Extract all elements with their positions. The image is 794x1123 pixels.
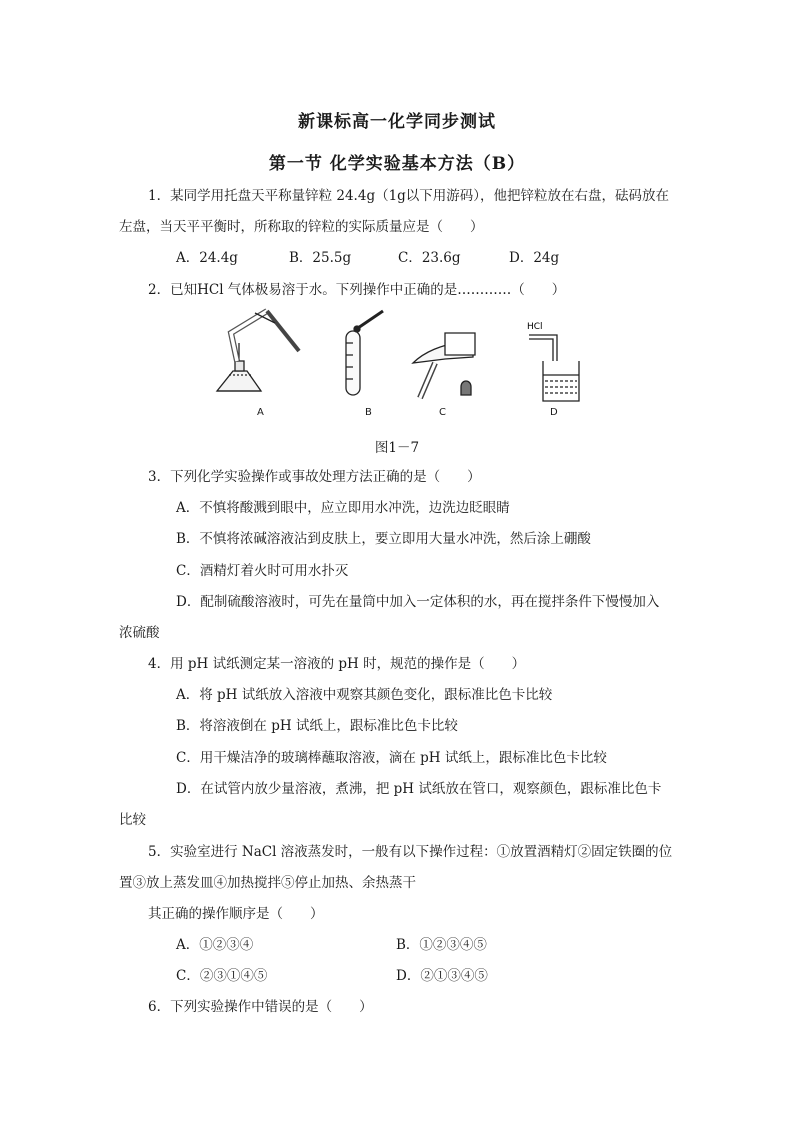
q4-option-d-line-2: 比较	[119, 812, 146, 828]
apparatus-d-icon	[529, 335, 579, 401]
figure-label-a: A	[257, 407, 264, 418]
q3-stem: 3．下列化学实验操作或事故处理方法正确的是（ ）	[148, 469, 481, 485]
section-title: 第一节 化学实验基本方法（B）	[268, 154, 526, 174]
q6-stem: 6．下列实验操作中错误的是（ ）	[148, 999, 373, 1015]
q4-option-b: B．将溶液倒在 pH 试纸上，跟标准比色卡比较	[176, 718, 458, 734]
q4-option-a: A．将 pH 试纸放入溶液中观察其颜色变化，跟标准比色卡比较	[176, 687, 553, 703]
q5-option-a: A．①②③④	[176, 937, 254, 953]
q5-option-d: D．②①③④⑤	[396, 968, 488, 984]
q3-option-d-line-2: 浓硫酸	[119, 625, 160, 641]
apparatus-b-icon	[346, 311, 383, 395]
apparatus-drawing	[195, 303, 595, 428]
q5-option-b: B．①②③④⑤	[396, 937, 487, 953]
q3-option-a: A．不慎将酸溅到眼中，应立即用水冲洗，边洗边眨眼睛	[176, 500, 510, 516]
q5-stem-line-1: 5．实验室进行 NaCl 溶液蒸发时，一般有以下操作过程：①放置酒精灯②固定铁圈的位	[148, 844, 673, 860]
figure-label-b: B	[365, 407, 372, 418]
q1-option-c: C．23.6g	[398, 250, 461, 266]
figure-label-d: D	[550, 407, 558, 418]
q5-stem-line-3: 其正确的操作顺序是（ ）	[148, 906, 324, 922]
q5-option-c: C．②③①④⑤	[176, 968, 268, 984]
apparatus-a-icon	[217, 311, 299, 391]
q1-option-b: B．25.5g	[289, 250, 352, 266]
q2-stem: 2．已知HCl 气体极易溶于水。下列操作中正确的是…………（ ）	[148, 282, 566, 298]
q5-stem-line-2: 置③放上蒸发皿④加热搅拌⑤停止加热、余热蒸干	[119, 875, 416, 891]
q4-option-c: C．用干燥洁净的玻璃棒蘸取溶液，滴在 pH 试纸上，跟标准比色卡比较	[176, 750, 607, 766]
q3-option-b: B．不慎将浓碱溶液沾到皮肤上，要立即用大量水冲洗，然后涂上硼酸	[176, 531, 591, 547]
q3-option-d-line-1: D．配制硫酸溶液时，可先在量筒中加入一定体积的水，再在搅拌条件下慢慢加入	[176, 594, 660, 610]
q3-option-c: C．酒精灯着火时可用水扑灭	[176, 563, 349, 579]
q1-stem-line-2: 左盘，当天平平衡时，所称取的锌粒的实际质量应是（ ）	[119, 219, 484, 235]
figure-label-c: C	[439, 407, 446, 418]
q1-stem-line-1: 1．某同学用托盘天平称量锌粒 24.4g（1g以下用游码），他把锌粒放在右盘，砝码放在	[148, 188, 670, 204]
figure-caption: 图1－7	[374, 440, 420, 456]
q4-option-d-line-1: D．在试管内放少量溶液，煮沸，把 pH 试纸放在管口，观察颜色，跟标准比色卡	[176, 781, 662, 797]
q1-option-d: D．24g	[509, 250, 560, 266]
q4-stem: 4．用 pH 试纸测定某一溶液的 pH 时，规范的操作是（ ）	[148, 656, 526, 672]
apparatus-c-icon	[413, 333, 475, 398]
q1-option-a: A．24.4g	[176, 250, 238, 266]
hcl-gas-label: HCl	[527, 322, 543, 332]
apparatus-figure	[195, 303, 595, 428]
worksheet-title: 新课标高一化学同步测试	[298, 112, 496, 132]
